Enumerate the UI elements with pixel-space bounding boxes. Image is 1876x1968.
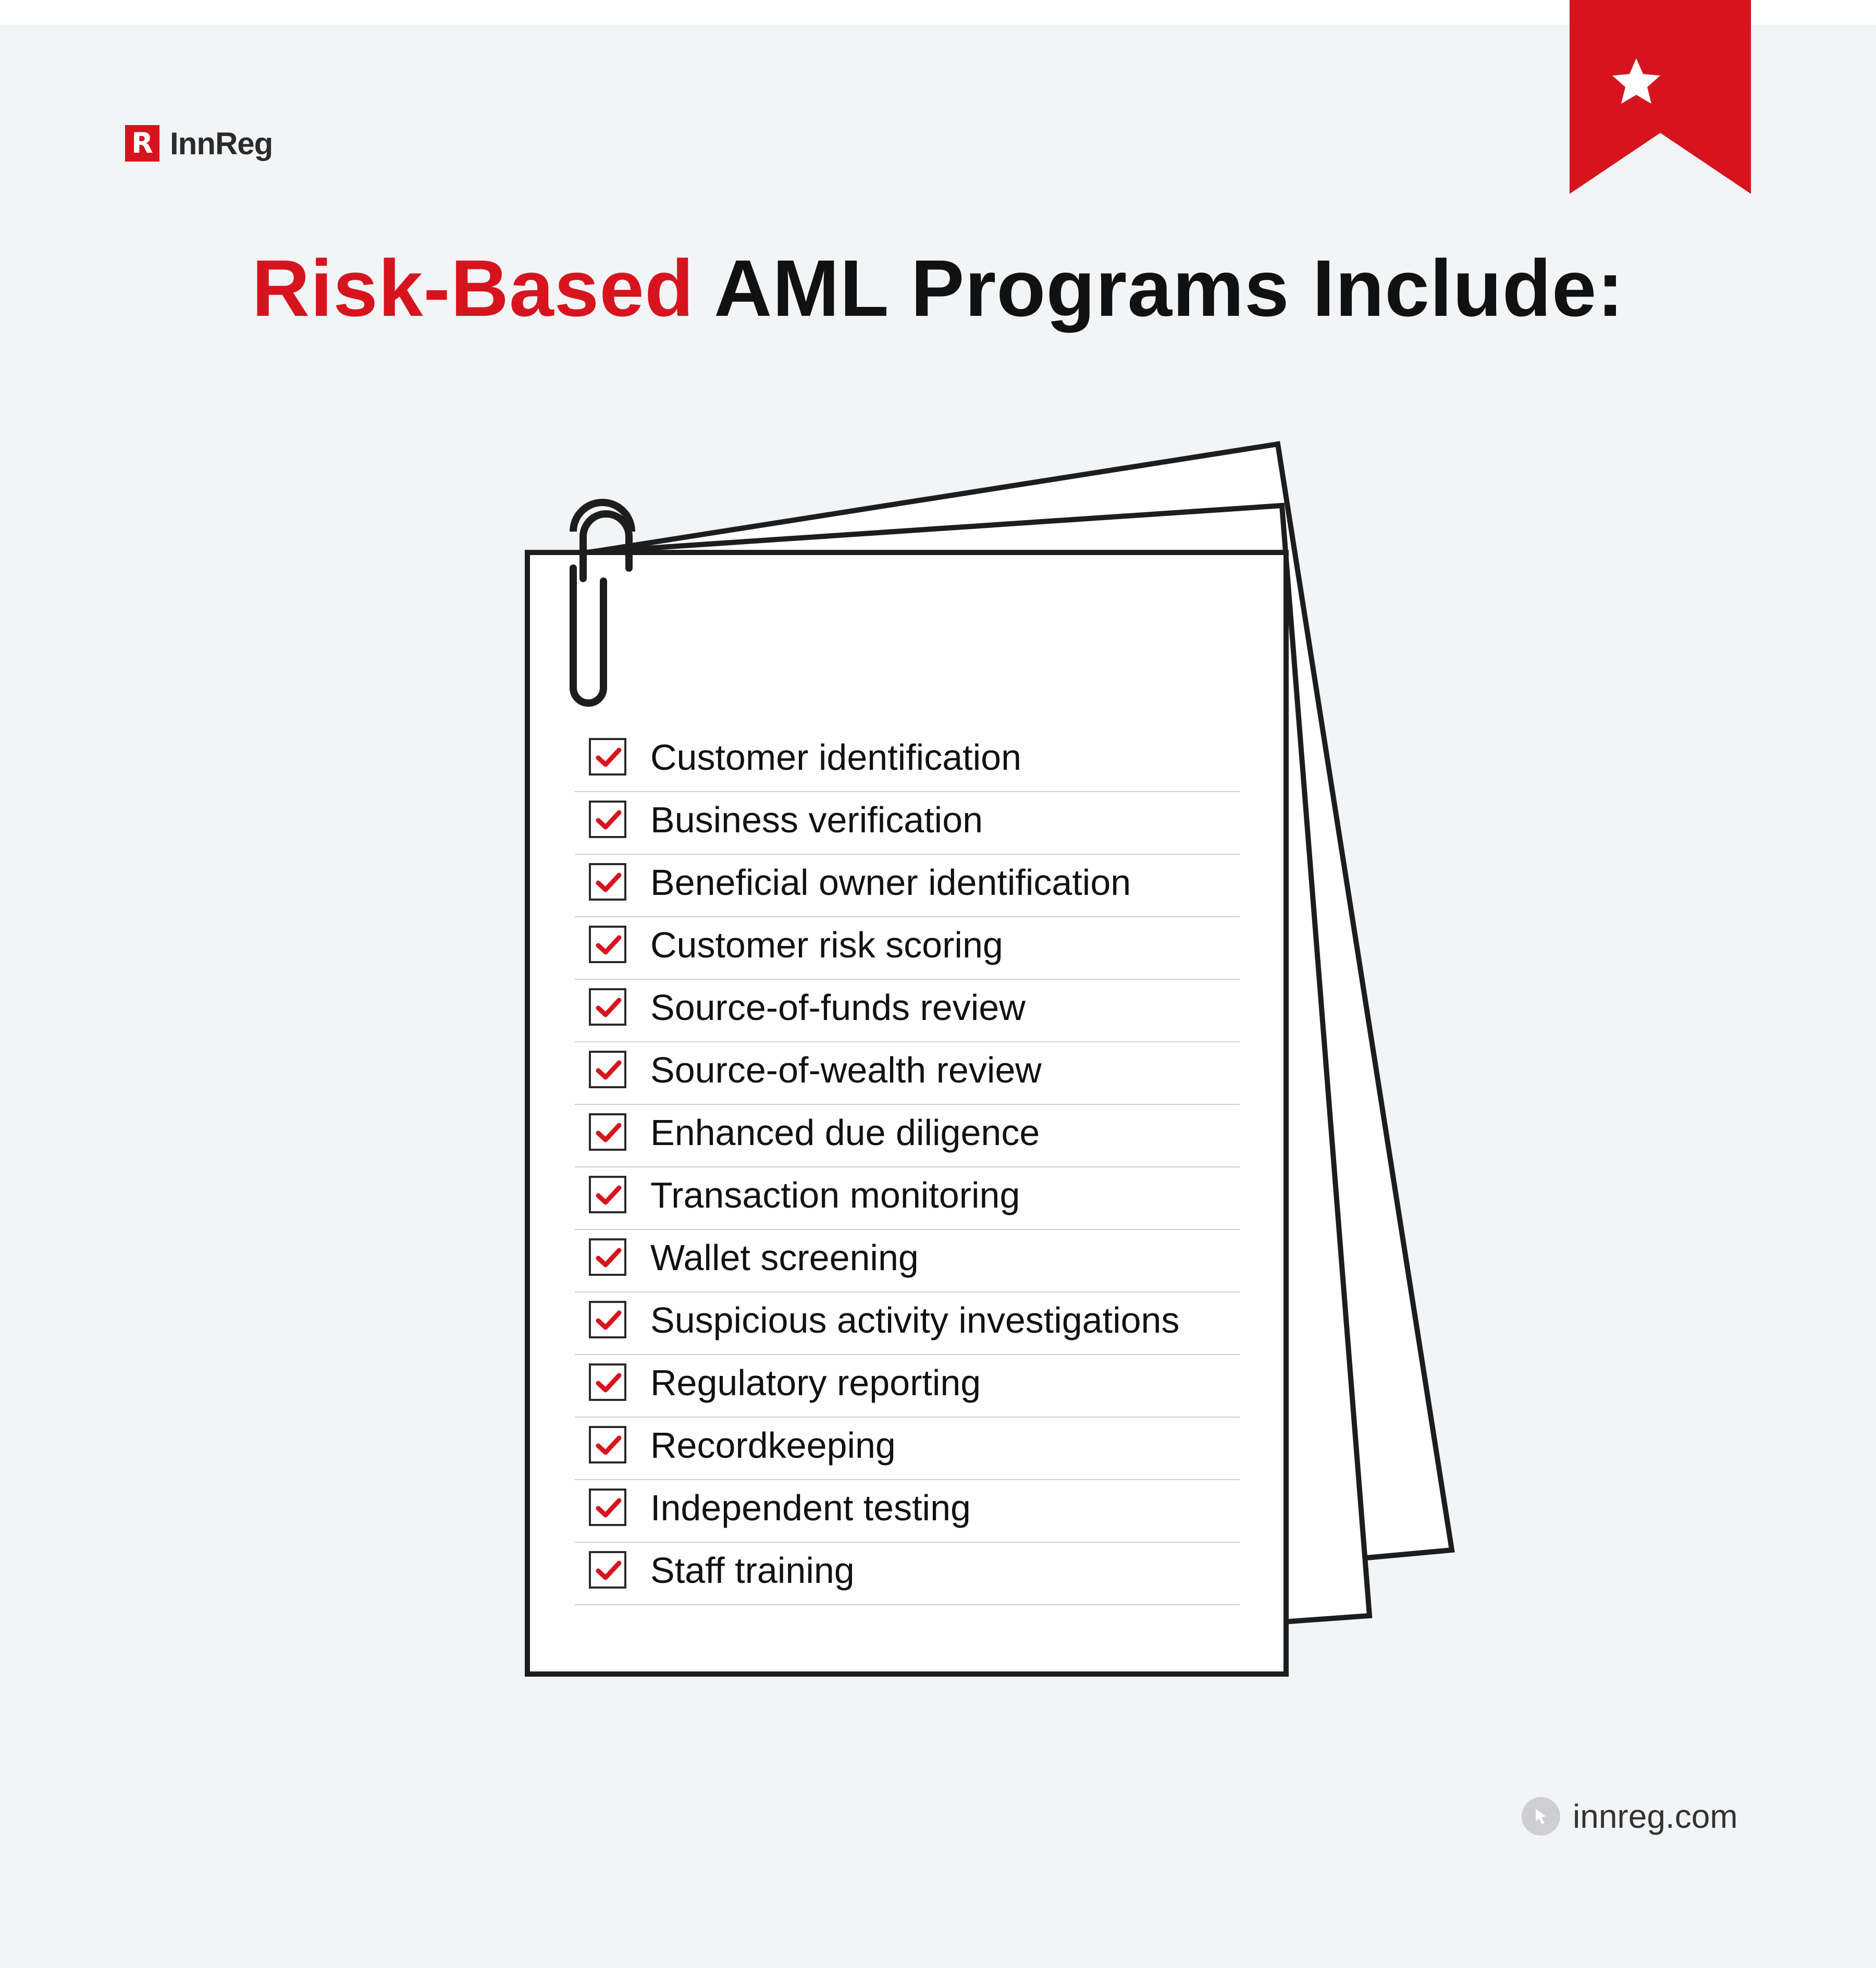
checkmark-icon (595, 870, 622, 894)
checkmark-icon (595, 995, 622, 1019)
checklist-item-label: Suspicious activity investigations (650, 1300, 1180, 1340)
checklist-item (575, 980, 1240, 1042)
cursor-icon (1522, 1797, 1560, 1836)
checkbox[interactable] (589, 1238, 626, 1276)
checkbox[interactable] (589, 801, 626, 838)
checkbox[interactable] (589, 1489, 626, 1526)
checkmark-icon (595, 1558, 622, 1582)
checklist-item-label: Source-of-funds review (650, 987, 1026, 1028)
checkmark-icon (595, 1246, 622, 1270)
checkmark-icon (595, 745, 622, 769)
checklist-item (575, 1355, 1240, 1418)
logo-mark: R (125, 125, 159, 162)
checklist-item-label: Business verification (650, 800, 983, 840)
checklist-item (575, 917, 1240, 980)
checkmark-icon (595, 1308, 622, 1332)
checklist-item (575, 730, 1240, 792)
footer-url: innreg.com (1573, 1798, 1738, 1835)
checkbox[interactable] (589, 1176, 626, 1213)
checklist-item (575, 1543, 1240, 1605)
checklist-item-label: Staff training (650, 1550, 855, 1591)
checklist-item-label: Customer identification (650, 737, 1021, 778)
checkbox[interactable] (589, 863, 626, 901)
checklist-item-label: Enhanced due diligence (650, 1112, 1040, 1153)
checkbox[interactable] (589, 1363, 626, 1401)
checklist-item-label: Wallet screening (650, 1237, 919, 1278)
checklist-item-label: Customer risk scoring (650, 925, 1003, 965)
checkmark-icon (595, 1183, 622, 1207)
checkmark-icon (595, 1496, 622, 1520)
checklist-item (575, 1293, 1240, 1355)
checklist-item (575, 1480, 1240, 1543)
checkbox[interactable] (589, 1301, 626, 1338)
checklist-item-label: Recordkeeping (650, 1425, 896, 1466)
checkbox[interactable] (589, 1113, 626, 1151)
checkbox[interactable] (589, 926, 626, 963)
checkbox[interactable] (589, 988, 626, 1026)
checkmark-icon (595, 808, 622, 832)
logo-wordmark: InnReg (170, 126, 273, 161)
checklist-item-label: Transaction monitoring (650, 1175, 1020, 1215)
checklist-item (575, 1042, 1240, 1105)
checklist-item (575, 1230, 1240, 1293)
checklist-item (575, 1167, 1240, 1230)
checkbox[interactable] (589, 1051, 626, 1088)
aml-checklist (575, 730, 1240, 1605)
checkmark-icon (595, 933, 622, 957)
checklist-item (575, 792, 1240, 855)
title-rest: AML Programs Include: (694, 243, 1624, 333)
checklist-item (575, 855, 1240, 917)
checkmark-icon (595, 1371, 622, 1395)
checkmark-icon (595, 1058, 622, 1082)
title-accent: Risk-Based (252, 243, 695, 333)
checkbox[interactable] (589, 1426, 626, 1463)
checklist-item-label: Source-of-wealth review (650, 1050, 1042, 1090)
checklist-item (575, 1105, 1240, 1167)
checklist-item-label: Beneficial owner identification (650, 862, 1131, 903)
checkbox[interactable] (589, 738, 626, 776)
checklist-item-label: Regulatory reporting (650, 1362, 981, 1403)
checkbox[interactable] (589, 1551, 626, 1589)
checklist-item-label: Independent testing (650, 1487, 971, 1528)
checklist-item (575, 1418, 1240, 1480)
checkmark-icon (595, 1121, 622, 1145)
footer-link[interactable] (1522, 1793, 1738, 1840)
checkmark-icon (595, 1433, 622, 1457)
